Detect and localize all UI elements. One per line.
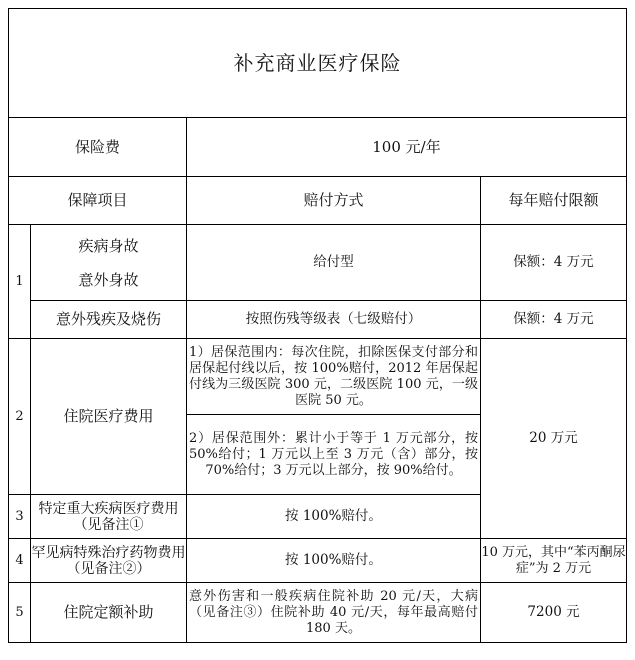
- annual-limit: 10 万元，其中“苯丙酮尿症”为 2 万元: [481, 539, 627, 583]
- header-row: [9, 177, 627, 225]
- payment-method: 按 100%赔付。: [187, 495, 481, 539]
- annual-limit: 20 万元: [481, 339, 627, 539]
- row-number: 4: [9, 539, 31, 583]
- coverage-item: 住院定额补助: [31, 583, 187, 643]
- table-row: [9, 339, 627, 415]
- column-header-item: 保障项目: [9, 177, 187, 225]
- row-number: 5: [9, 583, 31, 643]
- coverage-item: 罕见病特殊治疗药物费用（见备注②）: [31, 539, 187, 583]
- row-number: 3: [9, 495, 31, 539]
- payment-method: 意外伤害和一般疾病住院补助 20 元/天，大病（见备注③）住院补助 40 元/天，每年最高赔付 180 天。: [187, 583, 481, 643]
- payment-method: 给付型: [187, 225, 481, 301]
- table-row: [9, 539, 627, 583]
- column-header-limit: 每年赔付限额: [481, 177, 627, 225]
- page-title: 补充商业医疗保险: [9, 9, 627, 118]
- title-row: [9, 9, 627, 118]
- coverage-item: 意外残疾及烧伤: [31, 301, 187, 339]
- payment-method: 按 100%赔付。: [187, 539, 481, 583]
- table-row: [9, 301, 627, 339]
- payment-method-out-scope: 2）居保范围外：累计小于等于 1 万元部分，按 50%给付；1 万元以上至 3 万元（含）部分，按 70%给付；3 万元以上部分，按 90%给付。: [187, 415, 481, 495]
- coverage-item-line: 疾病身故: [78, 236, 139, 255]
- coverage-item: 特定重大疾病医疗费用（见备注①: [31, 495, 187, 539]
- coverage-item: 住院医疗费用: [31, 339, 187, 495]
- coverage-item: [31, 225, 187, 301]
- premium-label: 保险费: [9, 118, 187, 177]
- coverage-item-line: 意外身故: [78, 270, 139, 289]
- table-row: [9, 583, 627, 643]
- premium-row: [9, 118, 627, 177]
- table-row: [9, 225, 627, 301]
- column-header-method: 赔付方式: [187, 177, 481, 225]
- insurance-table: [8, 8, 627, 643]
- payment-method: 按照伤残等级表（七级赔付）: [187, 301, 481, 339]
- annual-limit: 保额：4 万元: [481, 301, 627, 339]
- payment-method-in-scope: 1）居保范围内：每次住院，扣除医保支付部分和居保起付线以后，按 100%赔付，2012 年居保起付线为三级医院 300 元，二级医院 100 元，一级医院 50 元。: [187, 339, 481, 415]
- annual-limit: 7200 元: [481, 583, 627, 643]
- annual-limit: 保额：4 万元: [481, 225, 627, 301]
- row-number: 2: [9, 339, 31, 495]
- premium-value: 100 元/年: [187, 118, 627, 177]
- row-number: 1: [9, 225, 31, 339]
